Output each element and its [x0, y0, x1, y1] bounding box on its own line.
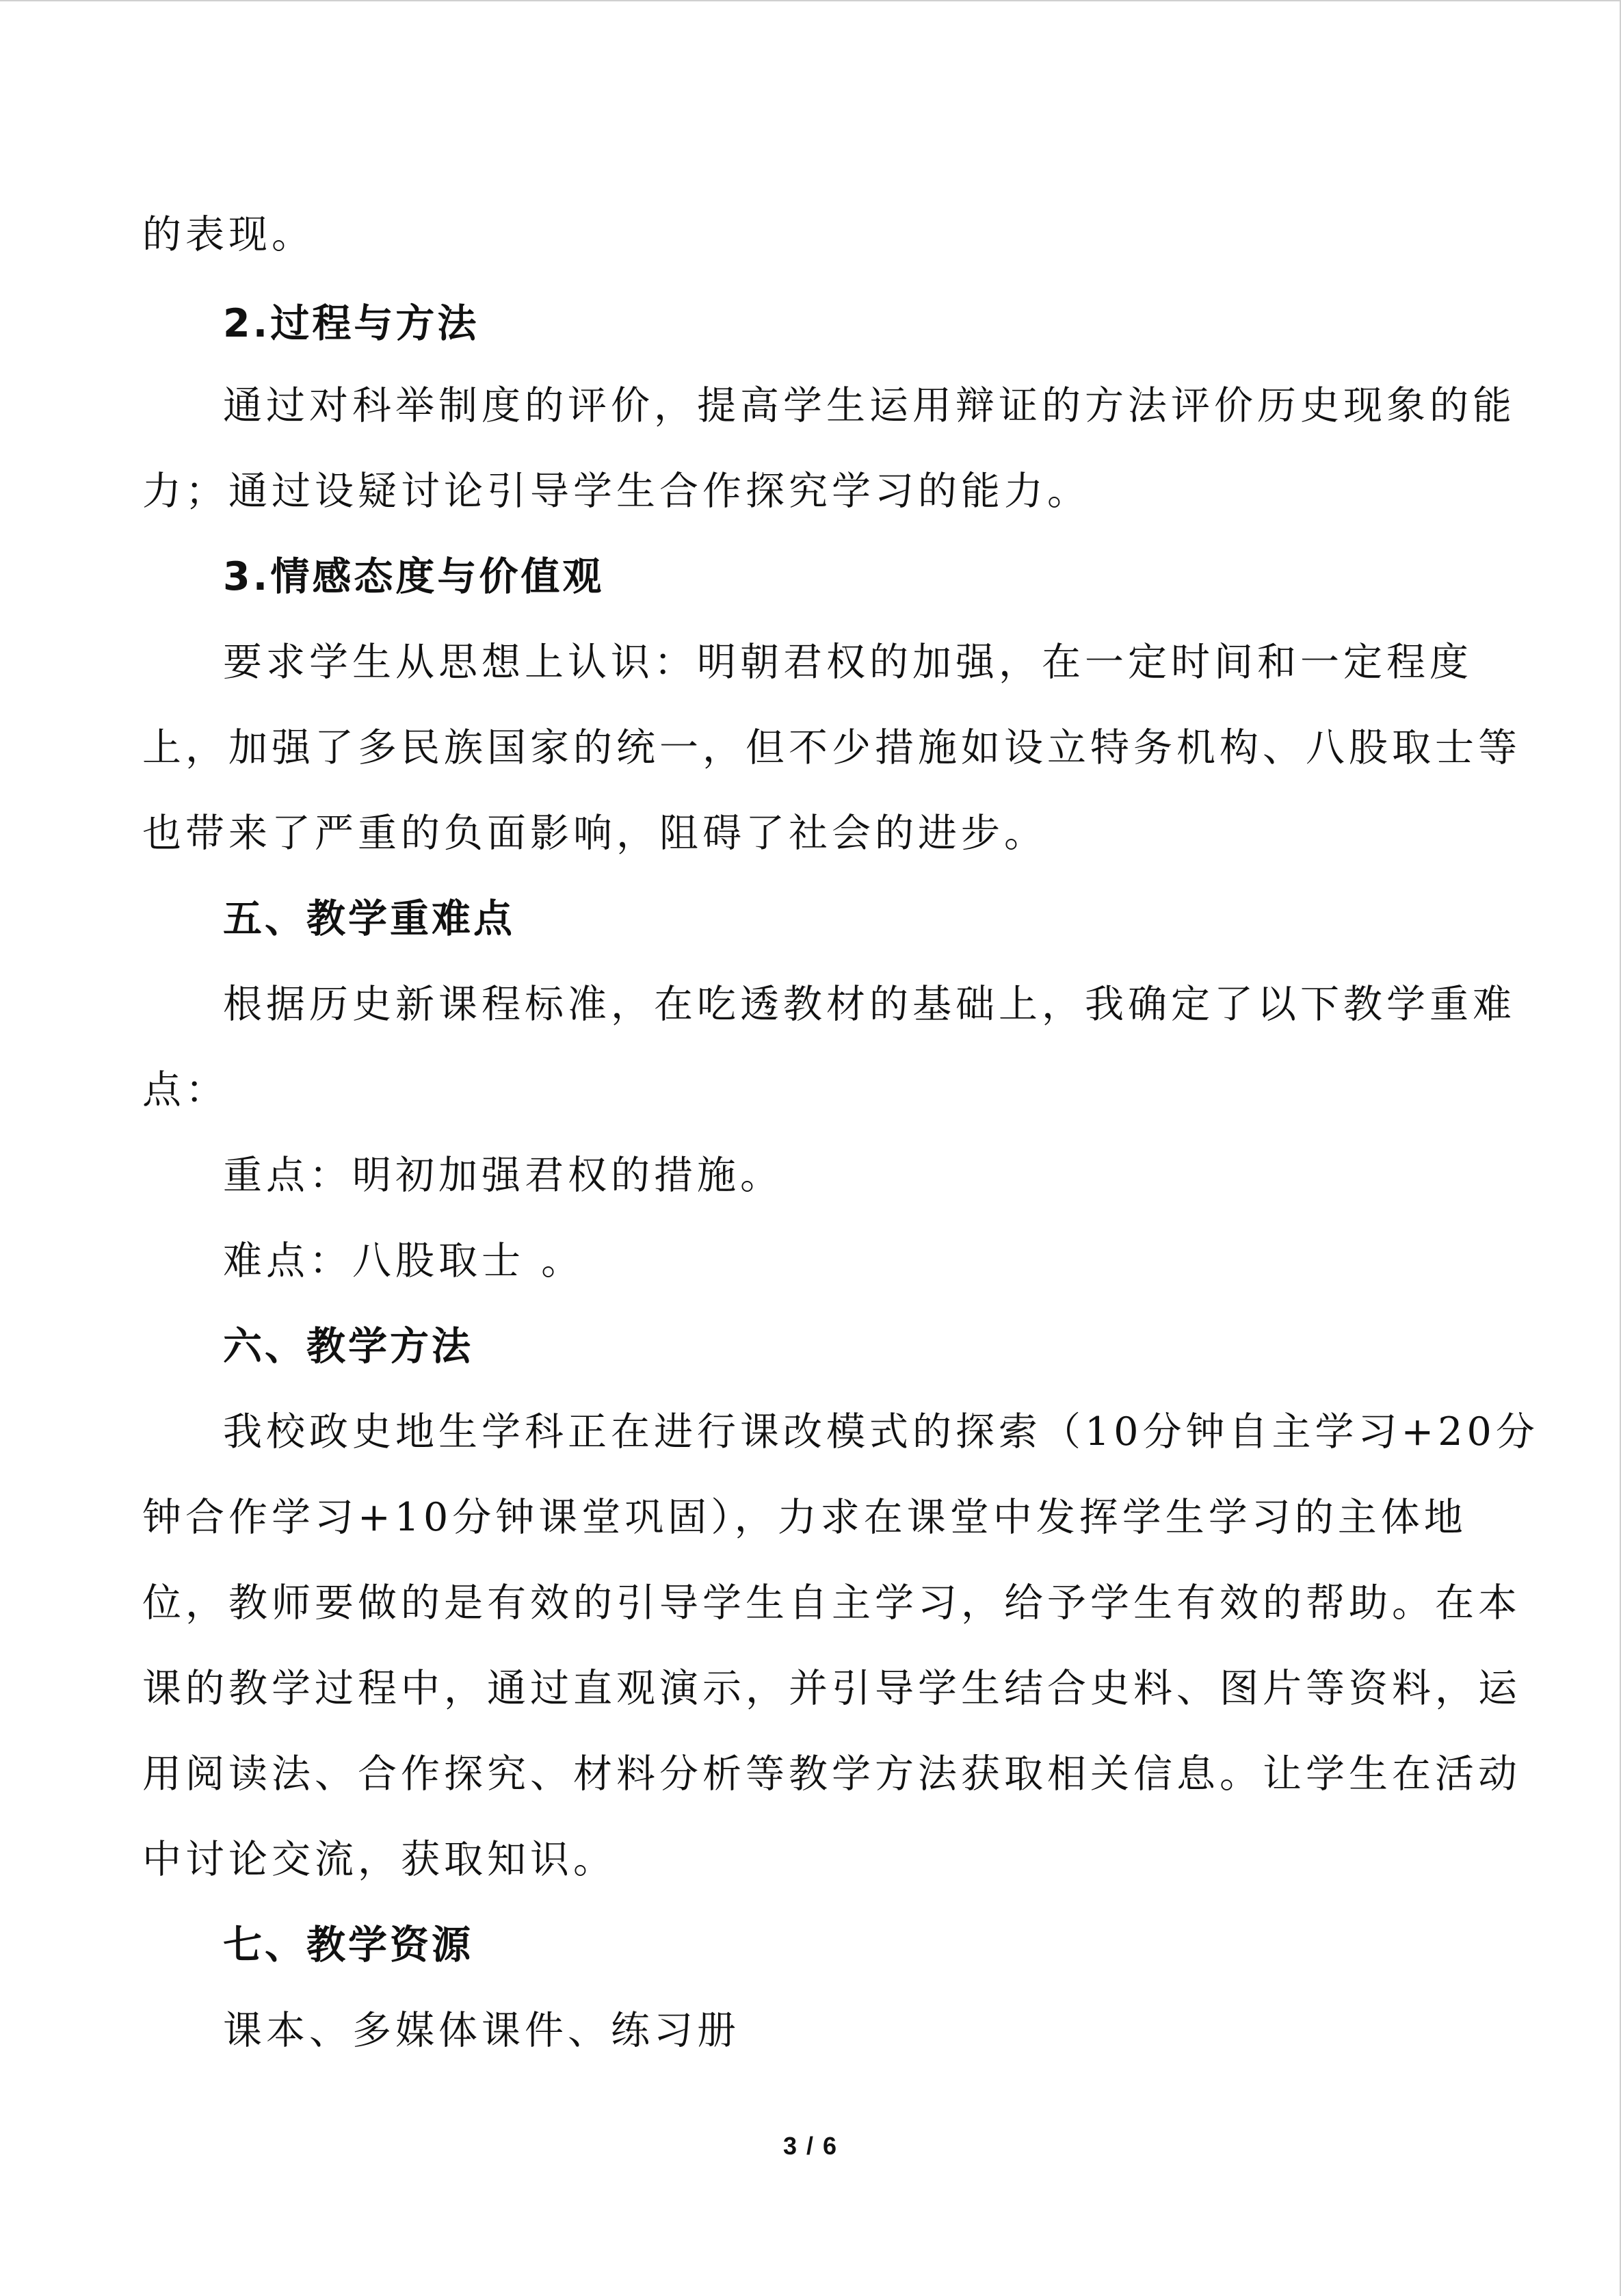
- page-number: 3 / 6: [782, 2132, 839, 2160]
- paragraph-line: 课本、多媒体课件、练习册: [223, 2008, 740, 2053]
- section-heading-process-methods: 2.过程与方法: [223, 301, 479, 346]
- paragraph-line: 的表现。: [142, 212, 315, 257]
- section-heading-key-difficult-points: 五、教学重难点: [223, 896, 515, 941]
- section-heading-teaching-methods: 六、教学方法: [223, 1324, 473, 1369]
- paragraph-line: 位，教师要做的是有效的引导学生自主学习，给予学生有效的帮助。在本: [142, 1580, 1521, 1626]
- paragraph-line: 要求学生从思想上认识：明朝君权的加强，在一定时间和一定程度: [223, 640, 1473, 685]
- section-heading-teaching-resources: 七、教学资源: [223, 1922, 473, 1968]
- difficult-point-line: 难点：八股取士 。: [223, 1238, 585, 1283]
- paragraph-line: 上，加强了多民族国家的统一，但不少措施如设立特务机构、八股取士等: [142, 725, 1521, 770]
- paragraph-line: 力；通过设疑讨论引导学生合作探究学习的能力。: [142, 469, 1090, 514]
- key-point-line: 重点：明初加强君权的措施。: [223, 1153, 783, 1198]
- section-heading-attitudes-values: 3.情感态度与价值观: [223, 554, 605, 599]
- paragraph-line: 课的教学过程中，通过直观演示，并引导学生结合史料、图片等资料，运: [142, 1666, 1521, 1711]
- paragraph-line: 钟合作学习+10分钟课堂巩固），力求在课堂中发挥学生学习的主体地: [142, 1495, 1467, 1540]
- paragraph-line: 点：: [142, 1067, 228, 1112]
- paragraph-line: 通过对科举制度的评价，提高学生运用辩证的方法评价历史现象的能: [223, 383, 1516, 428]
- paragraph-line: 根据历史新课程标准，在吃透教材的基础上，我确定了以下教学重难: [223, 982, 1516, 1027]
- paragraph-line: 用阅读法、合作探究、材料分析等教学方法获取相关信息。让学生在活动: [142, 1751, 1521, 1797]
- paragraph-line: 中讨论交流，获取知识。: [142, 1837, 616, 1882]
- paragraph-line: 也带来了严重的负面影响，阻碍了社会的进步。: [142, 811, 1047, 856]
- paragraph-line: 我校政史地生学科正在进行课改模式的探索（10分钟自主学习+20分: [223, 1409, 1539, 1454]
